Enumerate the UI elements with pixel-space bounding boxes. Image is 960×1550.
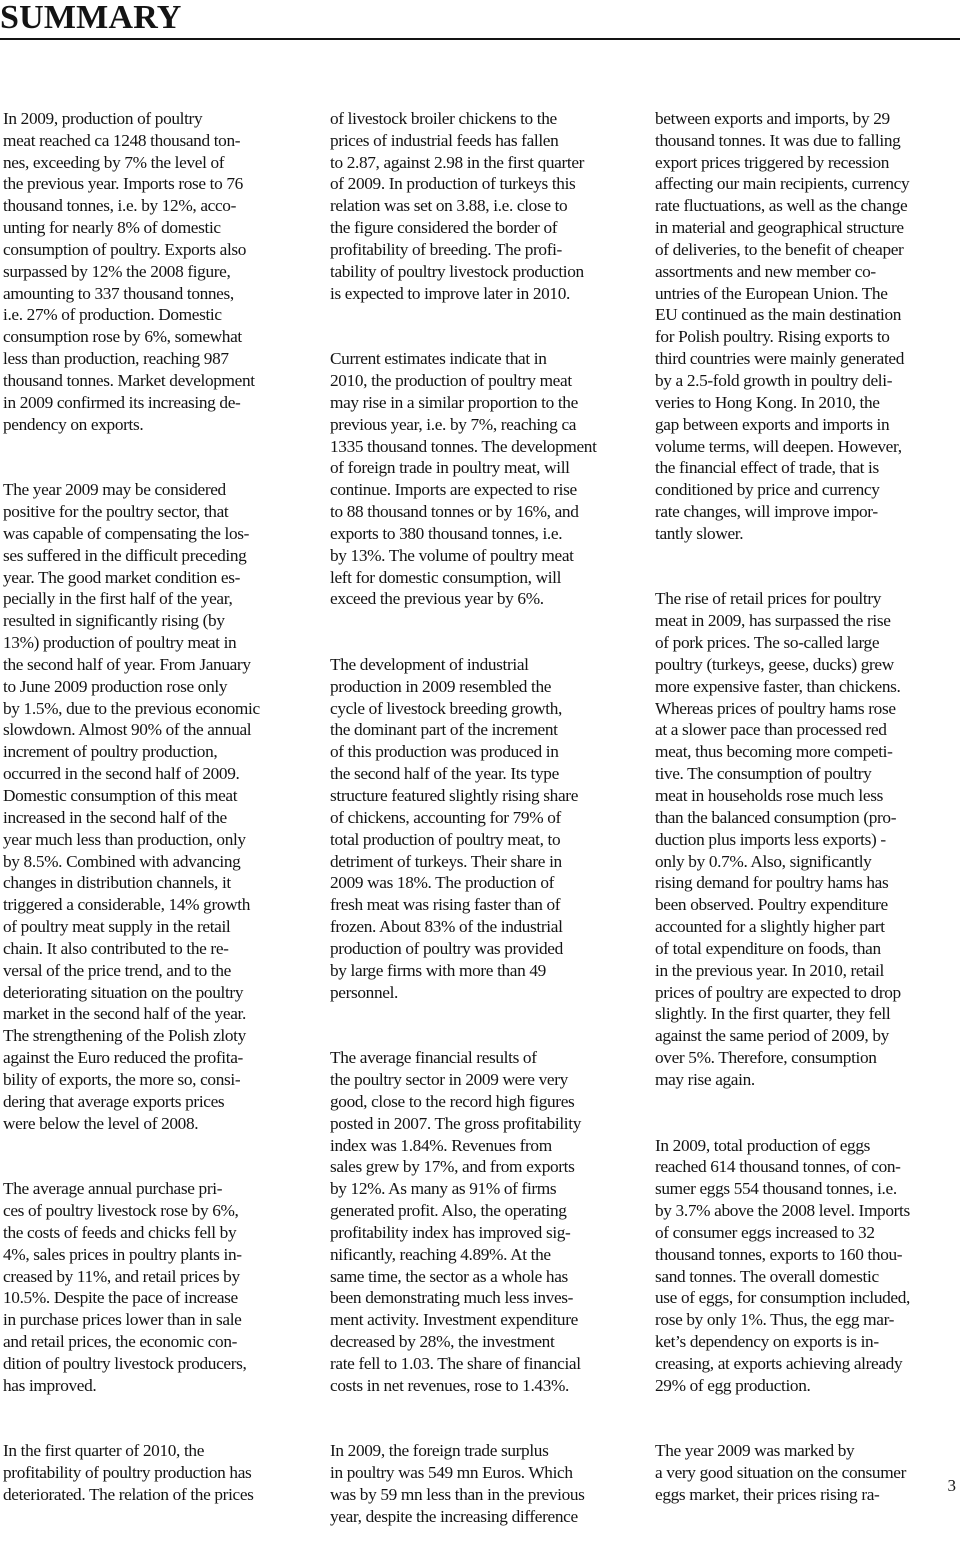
paragraph: of livestock broiler chickens to the prices of industrial feeds has fallen to 2.87, against 2.98 in the first quarter of 2009. In production of turkeys this relation was set on 3.88, i.e. close to the figure considered the border of profitability of breeding. The profi- tability of poultry livestock production is expected to improve later in 2010.	[330, 108, 585, 303]
paragraph: In the first quarter of 2010, the profitability of poultry production has deteriorated. The relation of the prices	[3, 1441, 254, 1504]
paragraph: Current estimates indicate that in 2010, the production of poultry meat may rise in a similar proportion to the previous year, i.e. by 7%, reaching ca 1335 thousand tonnes. The development of foreign trade in poultry meat, will continue. Imports are expected to rise to 88 thousand tonnes or by 16%, and exports to 380 thousand tonnes, i.e. by 13%. The volume of poultry meat left for domestic consumption, will exceed the previous year by 6%.	[330, 349, 597, 609]
paragraph: The average annual purchase pri- ces of poultry livestock rose by 6%, the costs of feeds and chicks fell by 4%, sales prices in poultry plants in- creased by 11%, and retail prices by 10.5%. Despite the pace of increase in purchase prices lower than in sale and retail prices, the economic con- dition of poultry livestock producers, has improved.	[3, 1179, 247, 1395]
page-title: SUMMARY	[0, 0, 182, 36]
page-number: 3	[947, 1476, 956, 1495]
text-column-1	[3, 86, 305, 1528]
paragraph: The development of industrial production in 2009 resembled the cycle of livestock breeding growth, the dominant part of the increment of this production was produced in the second half of the year. Its type structure featured slightly rising share of chickens, accounting for 79% of total production of poultry meat, to detriment of turkeys. Their share in 2009 was 18%. The production of fresh meat was rising faster than of frozen. About 83% of the industrial production of poultry was provided by large firms with more than 49 personnel.	[330, 654, 579, 1002]
text-column-2	[330, 86, 632, 1550]
paragraph: The year 2009 may be considered positive for the poultry sector, that was capable of compensating the los- ses suffered in the difficult preceding year. The good market condition es- pecially in the first half of the year, resulted in significantly rising (by 13%) production of poultry meat in the second half of year. From January to June 2009 production rose only by 1.5%, due to the previous economic slowdown. Almost 90% of the annual increment of poultry production, occurred in the second half of 2009. Domestic consumption of this meat increased in the second half of the year much less than production, only by 8.5%. Combined with advancing changes in distribution channels, it triggered a considerable, 14% growth of poultry meat supply in the retail chain. It also contributed to the re- versal of the price trend, and to the deteriorating situation on the poultry market in the second half of the year. The strengthening of the Polish zloty against the Euro reduced the profita- bility of exports, the more so, consi- dering that average exports prices were below the level of 2008.	[3, 480, 260, 1133]
text-column-3	[655, 86, 957, 1528]
paragraph: The average financial results of the poultry sector in 2009 were very good, close to the record high figures posted in 2007. The gross profitability index was 1.84%. Revenues from sales grew by 17%, and from exports by 12%. As many as 91% of firms generated profit. Also, the operating profitability index has improved sig- nificantly, reaching 4.89%. At the same time, the sector as a whole has been demonstrating much less inves- ment activity. Investment expenditure decreased by 28%, the investment rate fell to 1.03. The share of financial costs in net revenues, rose to 1.43%.	[330, 1048, 581, 1395]
paragraph: In 2009, production of poultry meat reached ca 1248 thousand ton- nes, exceeding by 7% the level of the previous year. Imports rose to 76 thousand tonnes, i.e. by 12%, acco- unting for nearly 8% of domestic consumption of poultry. Exports also surpassed by 12% the 2008 figure, amounting to 337 thousand tonnes, i.e. 27% of production. Domestic consumption rose by 6%, somewhat less than production, reaching 987 thousand tonnes. Market development in 2009 confirmed its increasing de- pendency on exports.	[3, 108, 255, 434]
header-rule	[0, 38, 960, 40]
paragraph: In 2009, the foreign trade surplus in poultry was 549 mn Euros. Which was by 59 mn less than in the previous year, despite the increasing difference	[330, 1441, 585, 1526]
paragraph: The year 2009 was marked by a very good situation on the consumer eggs market, their prices rising ra-	[655, 1441, 907, 1504]
paragraph: between exports and imports, by 29 thousand tonnes. It was due to falling export prices triggered by recession affecting our main recipients, currency rate fluctuations, as well as the change in material and geographical structure of deliveries, to the benefit of cheaper assortments and new member co- untries of the European Union. The EU continued as the main destination for Polish poultry. Rising exports to third countries were mainly generated by a 2.5-fold growth in poultry deli- veries to Hong Kong. In 2010, the gap between exports and imports in volume terms, will deepen. However, the financial effect of trade, that is conditioned by price and currency rate changes, will improve impor- tantly slower.	[655, 108, 910, 543]
paragraph: In 2009, total production of eggs reached 614 thousand tonnes, of con- sumer eggs 554 thousand tonnes, i.e. by 3.7% above the 2008 level. Imports of consumer eggs increased to 32 thousand tonnes, exports to 160 thou- sand tonnes. The overall domestic use of eggs, for consumption included, rose by only 1%. Thus, the egg mar- ket’s dependency on exports is in- creasing, at exports achieving already 29% of egg production.	[655, 1135, 910, 1395]
paragraph: The rise of retail prices for poultry meat in 2009, has surpassed the rise of pork prices. The so-called large poultry (turkeys, geese, ducks) grew more expensive faster, than chickens. Whereas prices of poultry hams rose at a slower pace than processed red meat, thus becoming more competi- tive. The consumption of poultry meat in households rose much less than the balanced consumption (pro- duction plus imports less exports) - only by 0.7%. Also, significantly rising demand for poultry hams has been observed. Poultry expenditure accounted for a slightly higher part of total expenditure on foods, than in the previous year. In 2010, retail prices of poultry are expected to drop slightly. In the first quarter, they fell against the same period of 2009, by over 5%. Therefore, consumption may rise again.	[655, 589, 901, 1089]
